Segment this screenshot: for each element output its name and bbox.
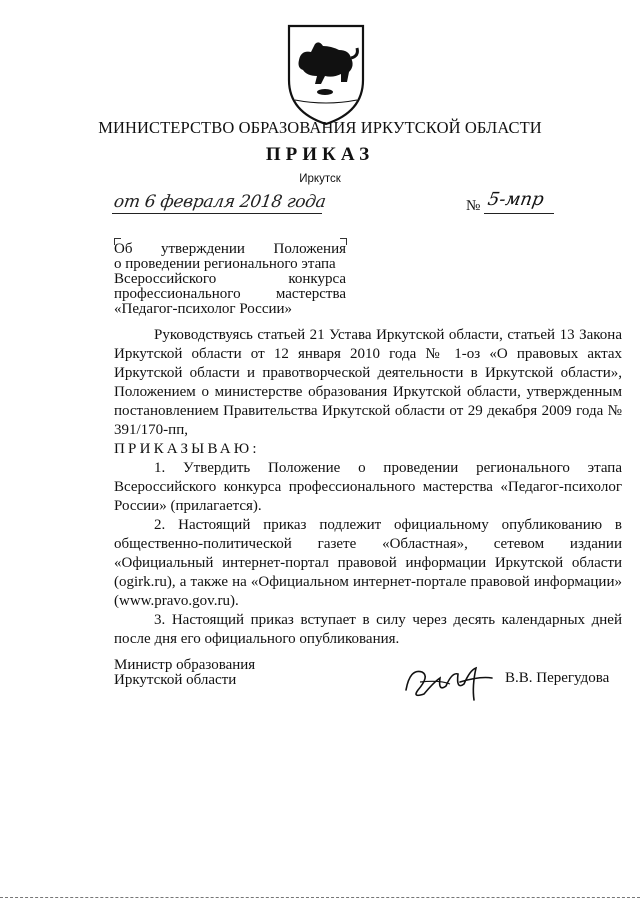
signer-name: В.В. Перегудова: [505, 670, 610, 686]
coat-of-arms-icon: [285, 20, 367, 128]
order-item-3: 3. Настоящий приказ вступает в силу через десять календарных дней после дня его официального опубликования.: [114, 612, 622, 647]
subject-line-4: профессионального мастерства: [114, 286, 346, 302]
signer-title: Министр образования Иркутской области: [114, 657, 256, 688]
document-type: ПРИКАЗ: [265, 144, 375, 165]
date-underline: [112, 213, 322, 214]
number-label: №: [466, 198, 481, 214]
order-body: [114, 326, 622, 649]
subject-line-3: Всероссийского конкурса: [114, 271, 346, 287]
handwritten-signature-icon: [400, 660, 496, 704]
ministry-name: МИНИСТЕРСТВО ОБРАЗОВАНИЯ ИРКУТСКОЙ ОБЛАСТИ: [98, 118, 542, 137]
document-number: 5-мпр: [486, 189, 546, 210]
city: Иркутск: [299, 173, 341, 185]
order-subject: [114, 242, 346, 317]
subject-line-1: Об утверждении Положения: [114, 241, 347, 257]
page-bottom-line: [0, 897, 640, 898]
number-underline: [484, 213, 554, 214]
document-date: от 6 февраля 2018 года: [112, 192, 327, 212]
subject-line-2: о проведении регионального этапа: [114, 256, 336, 272]
preamble-paragraph: Руководствуясь статьей 21 Устава Иркутской области, статьей 13 Закона Иркутской области от 12 января 2010 года № 1-оз «О правовых актах Иркутской области и правотворческой деятельности в Иркутской области», Положением о министерстве образования Иркутской области, утвержденным постановлением Правительства Иркутской области от 29 декабря 2009 года № 391/170-пп,: [114, 327, 622, 438]
order-item-2: 2. Настоящий приказ подлежит официальному опубликованию в общественно-политической газете «Областная», сетевом издании «Официальный интернет-портал правовой информации Иркутской области (ogirk.ru), а также на «Официальном интернет-портале правовой информации» (www.pravo.gov.ru).: [114, 517, 622, 609]
subject-line-5: «Педагог-психолог России»: [114, 301, 293, 317]
order-item-1: 1. Утвердить Положение о проведении регионального этапа Всероссийского конкурса профессионального мастерства «Педагог-психолог России» (прилагается).: [114, 460, 622, 514]
order-word: ПРИКАЗЫВАЮ:: [114, 441, 260, 457]
